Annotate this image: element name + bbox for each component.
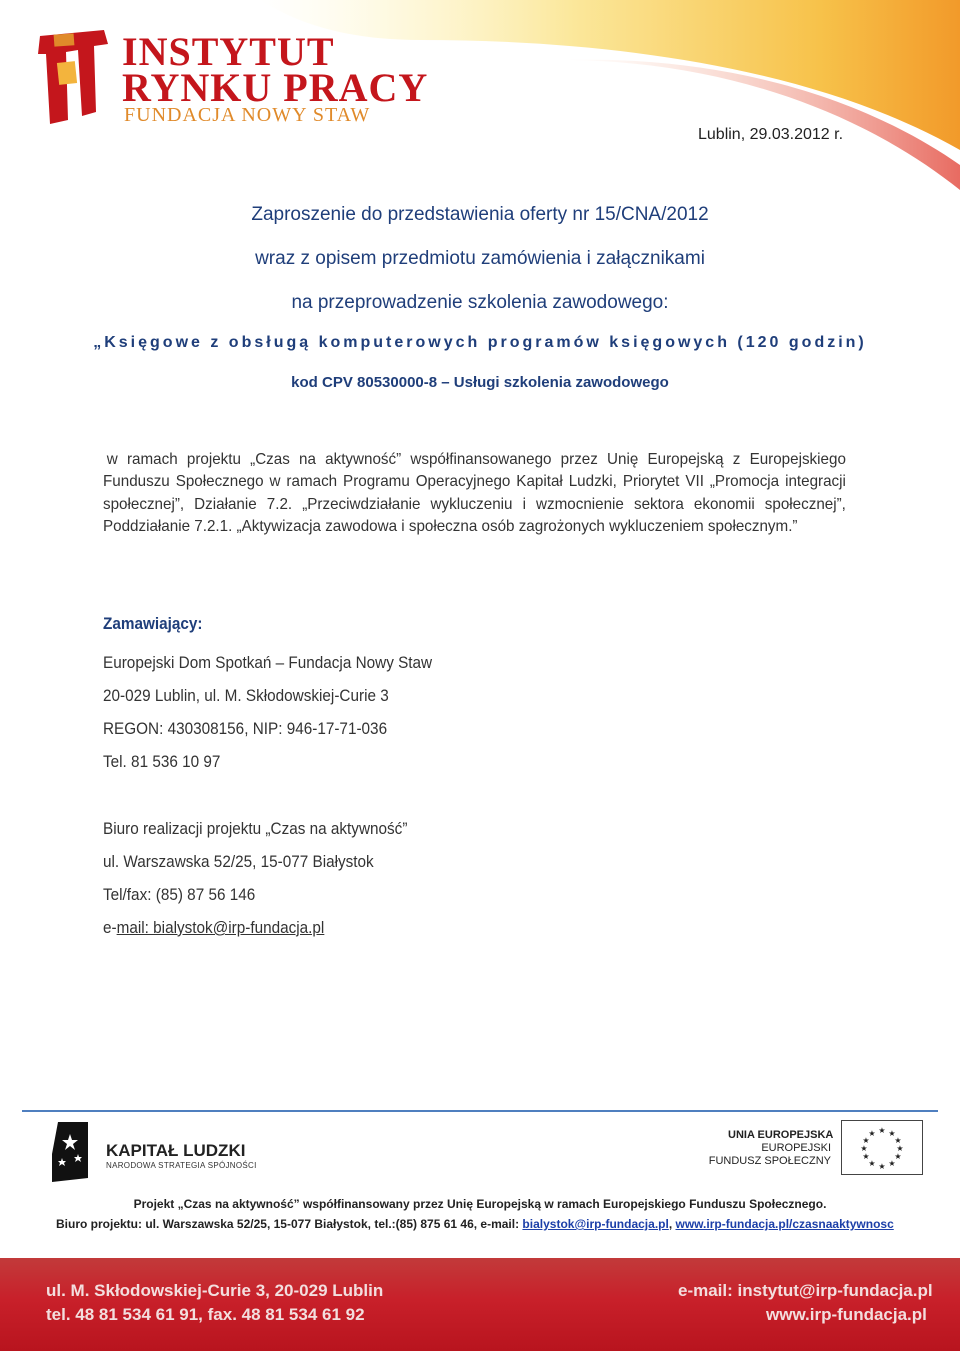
svg-text:★: ★ [894,1136,902,1145]
kapital-ludzki-title: KAPITAŁ LUDZKI [106,1141,246,1160]
title-line2: wraz z opisem przedmiotu zamówienia i załącznikami [255,248,705,269]
office-telfax: Tel/fax: (85) 87 56 146 [103,885,256,904]
svg-text:★: ★ [862,1152,870,1161]
orderer-ids: REGON: 430308156, NIP: 946-17-71-036 [103,719,388,738]
footer-separator: , [668,1217,676,1231]
orderer-address: 20-029 Lublin, ul. M. Skłodowskiej-Curie 3 [103,686,389,705]
band-phone: tel. 48 81 534 61 91, fax. 48 81 534 61 92 [46,1305,365,1324]
band-email: e-mail: instytut@irp-fundacja.pl [678,1281,933,1300]
eu-line2: EUROPEJSKI [761,1142,831,1154]
office-email-link[interactable]: mail: bialystok@irp-fundacja.pl [116,918,325,937]
office-name: Biuro realizacji projektu „Czas na aktywność” [103,819,408,838]
footer-office-contact [56,1217,894,1231]
orderer-label: Zamawiający: [103,614,203,633]
svg-text:★: ★ [894,1152,902,1161]
logo-title-line2: RYNKU PRACY [122,65,429,110]
title-line3: na przeprowadzenie szkolenia zawodowego: [291,292,669,313]
footer-email-link[interactable]: bialystok@irp-fundacja.pl [522,1217,669,1231]
svg-text:★: ★ [862,1136,870,1145]
kapital-ludzki-subtitle: NARODOWA STRATEGIA SPÓJNOŚCI [106,1161,257,1170]
svg-text:★: ★ [878,1126,886,1135]
orderer-phone: Tel. 81 536 10 97 [103,752,221,771]
document-date: Lublin, 29.03.2012 r. [698,126,844,143]
eu-line3: FUNDUSZ SPOŁECZNY [708,1155,831,1167]
svg-text:★: ★ [888,1159,896,1168]
band-website: www.irp-fundacja.pl [766,1305,927,1324]
svg-text:★: ★ [896,1144,904,1153]
cpv-code: kod CPV 80530000-8 – Usługi szkolenia zawodowego [291,374,669,391]
title-line1: Zaproszenie do przedstawienia oferty nr 15/CNA/2012 [251,204,709,225]
kapital-ludzki-logo-icon [48,1120,92,1184]
footer-office-address: Biuro projektu: ul. Warszawska 52/25, 15-077 Białystok, tel.:(85) 875 61 46, e-mail: [56,1217,523,1231]
svg-text:★: ★ [878,1162,886,1171]
svg-text:★: ★ [860,1144,868,1153]
svg-text:★: ★ [868,1159,876,1168]
training-name: „Księgowe z obsługą komputerowych programów księgowych (120 godzin) [93,334,867,351]
band-address: ul. M. Skłodowskiej-Curie 3, 20-029 Lublin [46,1281,384,1300]
logo-title-line1: INSTYTUT [122,29,335,74]
eu-flag-icon [841,1120,923,1175]
office-email [103,918,324,938]
footer-website-link[interactable]: www.irp-fundacja.pl/czasnaaktywnosc [675,1217,894,1231]
logo-subtitle: FUNDACJA NOWY STAW [124,104,371,126]
office-email-prefix: e- [103,918,117,937]
office-address: ul. Warszawska 52/25, 15-077 Białystok [103,852,374,871]
project-intro-paragraph: w ramach projektu „Czas na aktywność” współfinansowanego przez Unię Europejską z Europejskiego Funduszu Społecznego w ramach Programu Operacyjnego Kapitał Ludzki, Priorytet VII „Promocja integracji społecznej”, Działanie 7.2. „Przeciwdziałanie wykluczeniu i wzmocnienie sektora ekonomii społecznej”, Poddziałanie 7.2.1. „Aktywizacja zawodowa i społeczna osób zagrożonych wykluczeniem społecznym.” [103,451,846,536]
orderer-name: Europejski Dom Spotkań – Fundacja Nowy Staw [103,653,433,672]
eu-title: UNIA EUROPEJSKA [728,1129,834,1141]
svg-text:★: ★ [868,1129,876,1138]
institute-logo-icon [34,28,114,126]
svg-text:★: ★ [888,1129,896,1138]
footer-divider [22,1110,938,1112]
footer-cofinancing-note: Projekt „Czas na aktywność” współfinansowany przez Unię Europejską w ramach Europejskiego Funduszu Społecznego. [133,1197,827,1211]
